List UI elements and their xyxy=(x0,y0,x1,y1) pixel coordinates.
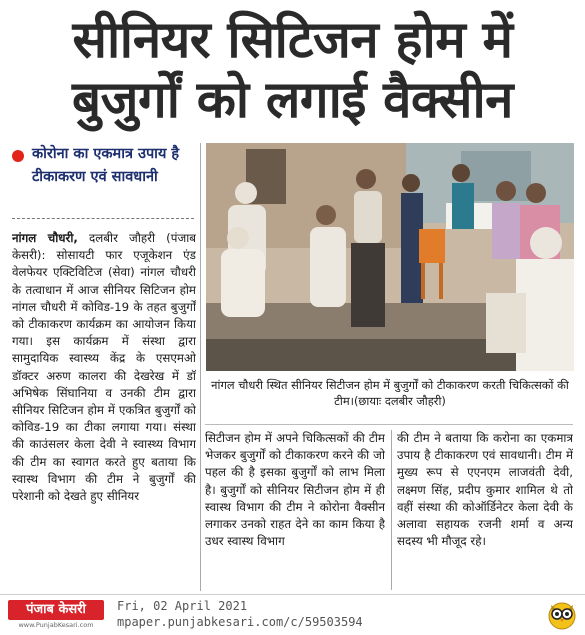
photo-caption: नांगल चौधरी स्थित सीनियर सिटीजन होम में बुजुर्गों को टीकाकरण करती चिकित्सकों की टीम।(छायाः दलबीर जौहरी) xyxy=(211,378,569,408)
photo-illustration xyxy=(206,143,574,371)
red-bullet-icon xyxy=(12,150,24,162)
article-text-2: सिटीजन होम में अपने चिकित्सकों की टीम भेजकर बुजुर्गों को टीकाकरण करने की जो पहल की है इसका बुजुर्गों को लाभ मिला है। बुजुर्गों को सीनियर सिटीजन होम में ही स्वास्थ विभाग की टीम ने कोरोना वैक्सीन लगाकर उनको राहत देने का काम किया है उधर स्वास्थ विभाग xyxy=(205,431,385,549)
footer-divider xyxy=(0,594,585,595)
article-column-3 xyxy=(397,430,573,590)
dateline: नांगल चौधरी, xyxy=(12,231,78,245)
subheadline-text: कोरोना का एकमात्र उपाय है टीकाकरण एवं सावधानी xyxy=(32,146,180,185)
caption-rule xyxy=(205,424,573,425)
news-photo xyxy=(206,143,574,371)
logo-wordmark: पंजाब केसरी xyxy=(8,600,104,620)
article-column-2 xyxy=(205,430,385,590)
column-divider-2 xyxy=(391,430,392,590)
article-text-3: की टीम ने बताया कि करोना का एकमात्र उपाय है टीकाकरण एवं सावधानी। टीम में मुख्य रूप से एएनएम लाजवंती देवी, लक्ष्मण सिंह, प्रदीप कुमार शामिल थे तो वहीं संस्था की कोऑर्डिनेटर केला देवी के अलावा सहायक रजनी शर्मा व अन्य सदस्य भी मौजूद रहे। xyxy=(397,431,573,549)
owl-icon[interactable] xyxy=(545,597,579,631)
column-divider xyxy=(200,143,201,591)
article-column-1 xyxy=(12,230,196,590)
article-text-1: दलबीर जौहरी (पंजाब केसरी): सोसायटी फार एजूकेशन एंड वेलफेयर एक्टिविटिज (सेवा) नांगल चौधरी के तत्वाधान में आज सीनियर सिटिजन होम नांगल चौधरी में कोविड-19 के तहत बुजुर्गों को टीकाकरण कार्यक्रम का आयोजन किया गया। इस कार्यक्रम में संस्था द्वारा सामुदायिक स्वास्थ्य केंद्र के एसएमओ डॉक्टर अरुण कालरा की देखरेख में डॉ अभिषेक सिंघानिया व उनकी टीम द्वारा सीनियर सिटिजन होम में एकत्रित बुजुर्गों को कोविड-19 का टीका लगाया गया। संस्था की काउंसलर केला देवी ने स्वास्थ्य विभाग की टीम का स्वागत करते हुए बताया कि स्वास्थ विभाग की टीम ने बुजुर्गों की परेशानी को देखते हुए सीनियर xyxy=(12,231,196,504)
punjab-kesari-logo[interactable] xyxy=(8,600,104,628)
subheadline xyxy=(12,143,194,215)
headline-line-2: बुजुर्गों को लगाई वैक्सीन xyxy=(72,71,513,130)
edition-date: Fri, 02 April 2021 xyxy=(117,599,248,613)
headline-line-1: सीनियर सिटिजन होम में xyxy=(72,11,513,70)
article-url[interactable]: mpaper.punjabkesari.com/c/59503594 xyxy=(117,615,363,629)
logo-url: www.PunjabKesari.com xyxy=(18,621,94,629)
divider xyxy=(12,218,194,219)
